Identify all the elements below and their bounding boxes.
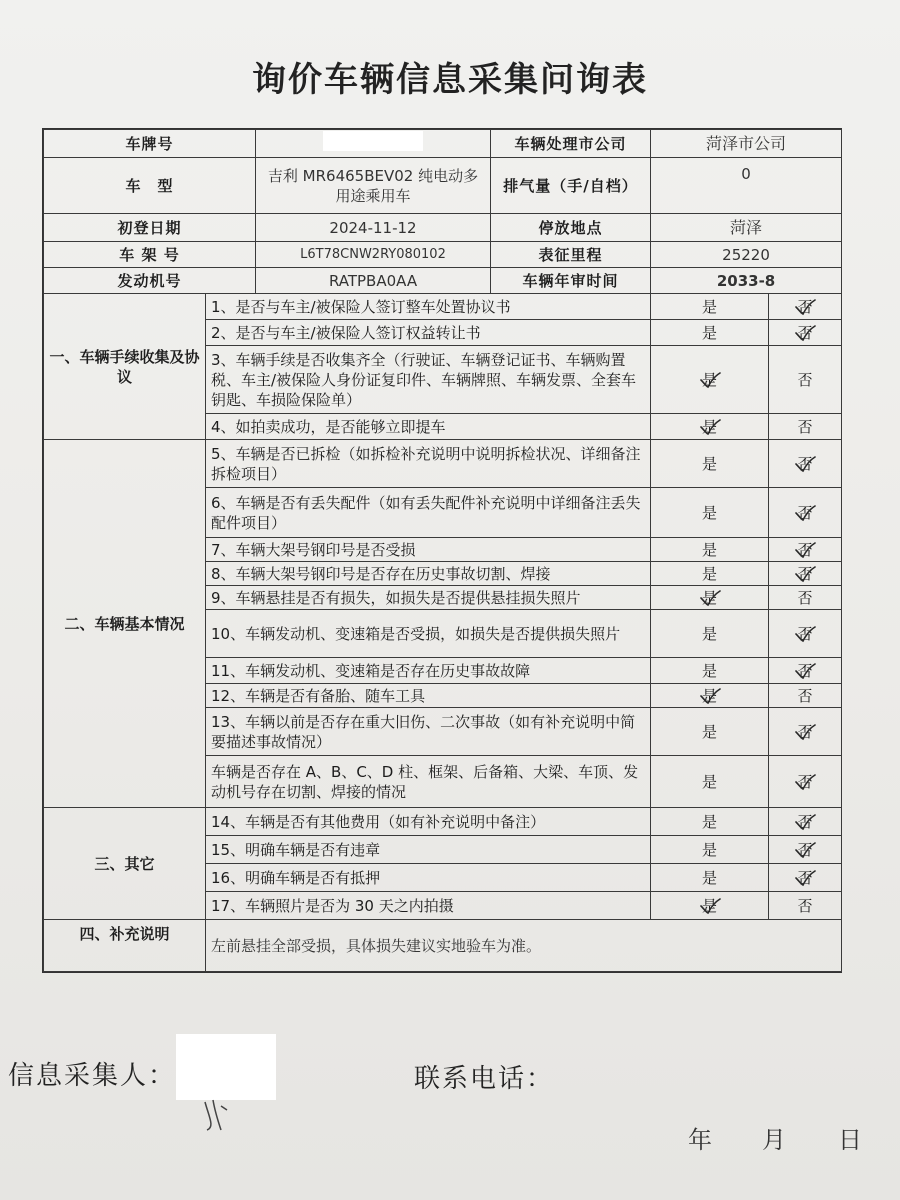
q15-yes: 是: [651, 836, 769, 864]
company-value: 菏泽市公司: [651, 130, 842, 158]
engine-value: RATPBA0AA: [256, 268, 491, 294]
displacement-label: 排气量（手/自档）: [491, 158, 651, 214]
model-value: 吉利 MR6465BEV02 纯电动多用途乘用车: [256, 158, 491, 214]
question-1: 1、是否与车主/被保险人签订整车处置协议书: [206, 294, 651, 320]
check-mark-icon: [794, 298, 816, 316]
check-mark-icon: [699, 371, 721, 389]
check-mark-icon: [699, 589, 721, 607]
q1-yes: 是: [651, 294, 769, 320]
section-3-label: 三、其它: [44, 808, 206, 920]
check-mark-icon: [794, 841, 816, 859]
q8-yes: 是: [651, 562, 769, 586]
question-15: 15、明确车辆是否有违章: [206, 836, 651, 864]
q5-no: 否: [769, 440, 842, 488]
question-16: 16、明确车辆是否有抵押: [206, 864, 651, 892]
q10-no: 否: [769, 610, 842, 658]
date-month: 月: [762, 1126, 786, 1154]
section-4-label: 四、补充说明: [44, 920, 206, 972]
date-day: 日: [838, 1126, 862, 1154]
question-17: 17、车辆照片是否为 30 天之内拍摄: [206, 892, 651, 920]
q16-no: 否: [769, 864, 842, 892]
q4-no: 否: [769, 414, 842, 440]
check-mark-icon: [794, 625, 816, 643]
q13-yes: 是: [651, 708, 769, 756]
q5-yes: 是: [651, 440, 769, 488]
inquiry-form: [42, 128, 842, 973]
mileage-label: 表征里程: [491, 242, 651, 268]
form-table: [43, 129, 842, 972]
question-10: 10、车辆发动机、变速箱是否受损，如损失是否提供损失照片: [206, 610, 651, 658]
question-5: 5、车辆是否已拆检（如拆检补充说明中说明拆检状况、详细备注拆检项目）: [206, 440, 651, 488]
q8-no: 否: [769, 562, 842, 586]
q7-yes: 是: [651, 538, 769, 562]
q3-yes: 是: [651, 346, 769, 414]
q1-no: 否: [769, 294, 842, 320]
q13-no: 否: [769, 708, 842, 756]
q11-no: 否: [769, 658, 842, 684]
question-12: 12、车辆是否有备胎、随车工具: [206, 684, 651, 708]
q-extra-no: 否: [769, 756, 842, 808]
question-13: 13、车辆以前是否存在重大旧伤、二次事故（如有补充说明中简要描述事故情况）: [206, 708, 651, 756]
question-11: 11、车辆发动机、变速箱是否存在历史事故故障: [206, 658, 651, 684]
question-2: 2、是否与车主/被保险人签订权益转让书: [206, 320, 651, 346]
q2-yes: 是: [651, 320, 769, 346]
question-3: 3、车辆手续是否收集齐全（行驶证、车辆登记证书、车辆购置税、车主/被保险人身份证复印件、车辆牌照、车辆发票、全套车钥匙、车损险保险单）: [206, 346, 651, 414]
check-mark-icon: [794, 662, 816, 680]
engine-label: 发动机号: [44, 268, 256, 294]
company-label: 车辆处理市公司: [491, 130, 651, 158]
supplement-note: 左前悬挂全部受损，具体损失建议实地验车为准。: [206, 920, 842, 972]
question-extra: 车辆是否存在 A、B、C、D 柱、框架、后备箱、大梁、车顶、发动机号存在切割、焊接的情况: [206, 756, 651, 808]
q7-no: 否: [769, 538, 842, 562]
q10-yes: 是: [651, 610, 769, 658]
question-14: 14、车辆是否有其他费用（如有补充说明中备注）: [206, 808, 651, 836]
question-4: 4、如拍卖成功，是否能够立即提车: [206, 414, 651, 440]
q3-no: 否: [769, 346, 842, 414]
model-label: 车 型: [44, 158, 256, 214]
q9-yes: 是: [651, 586, 769, 610]
check-mark-icon: [794, 773, 816, 791]
parking-value: 菏泽: [651, 214, 842, 242]
displacement-value: 0: [651, 158, 842, 214]
q17-yes: 是: [651, 892, 769, 920]
section-1-label: 一、车辆手续收集及协议: [44, 294, 206, 440]
q14-yes: 是: [651, 808, 769, 836]
q-extra-yes: 是: [651, 756, 769, 808]
q6-no: 否: [769, 488, 842, 538]
page-title: 询价车辆信息采集问询表: [252, 60, 648, 100]
q14-no: 否: [769, 808, 842, 836]
q11-yes: 是: [651, 658, 769, 684]
phone-label: 联系电话：: [414, 1064, 555, 1094]
plate-redaction: [323, 131, 423, 151]
reg-date-label: 初登日期: [44, 214, 256, 242]
mileage-value: 25220: [651, 242, 842, 268]
check-mark-icon: [794, 541, 816, 559]
q9-no: 否: [769, 586, 842, 610]
q6-yes: 是: [651, 488, 769, 538]
check-mark-icon: [794, 324, 816, 342]
q4-yes: 是: [651, 414, 769, 440]
q12-yes: 是: [651, 684, 769, 708]
collector-label: 信息采集人：: [8, 1061, 177, 1091]
check-mark-icon: [794, 504, 816, 522]
vin-value: L6T78CNW2RY080102: [256, 242, 491, 268]
inspection-value: 2033-8: [651, 268, 842, 294]
question-7: 7、车辆大架号钢印号是否受损: [206, 538, 651, 562]
plate-value: [256, 130, 491, 158]
reg-date-value: 2024-11-12: [256, 214, 491, 242]
date-year: 年: [688, 1126, 712, 1154]
plate-label: 车牌号: [44, 130, 256, 158]
q15-no: 否: [769, 836, 842, 864]
check-mark-icon: [794, 565, 816, 583]
check-mark-icon: [794, 723, 816, 741]
check-mark-icon: [699, 418, 721, 436]
q16-yes: 是: [651, 864, 769, 892]
vin-label: 车 架 号: [44, 242, 256, 268]
q17-no: 否: [769, 892, 842, 920]
check-mark-icon: [794, 455, 816, 473]
check-mark-icon: [699, 687, 721, 705]
question-8: 8、车辆大架号钢印号是否存在历史事故切割、焊接: [206, 562, 651, 586]
parking-label: 停放地点: [491, 214, 651, 242]
signature-scribble: [185, 1072, 295, 1132]
check-mark-icon: [794, 869, 816, 887]
section-2-label: 二、车辆基本情况: [44, 440, 206, 808]
check-mark-icon: [794, 813, 816, 831]
q12-no: 否: [769, 684, 842, 708]
check-mark-icon: [699, 897, 721, 915]
question-9: 9、车辆悬挂是否有损失，如损失是否提供悬挂损失照片: [206, 586, 651, 610]
q2-no: 否: [769, 320, 842, 346]
inspection-label: 车辆年审时间: [491, 268, 651, 294]
question-6: 6、车辆是否有丢失配件（如有丢失配件补充说明中详细备注丢失配件项目）: [206, 488, 651, 538]
